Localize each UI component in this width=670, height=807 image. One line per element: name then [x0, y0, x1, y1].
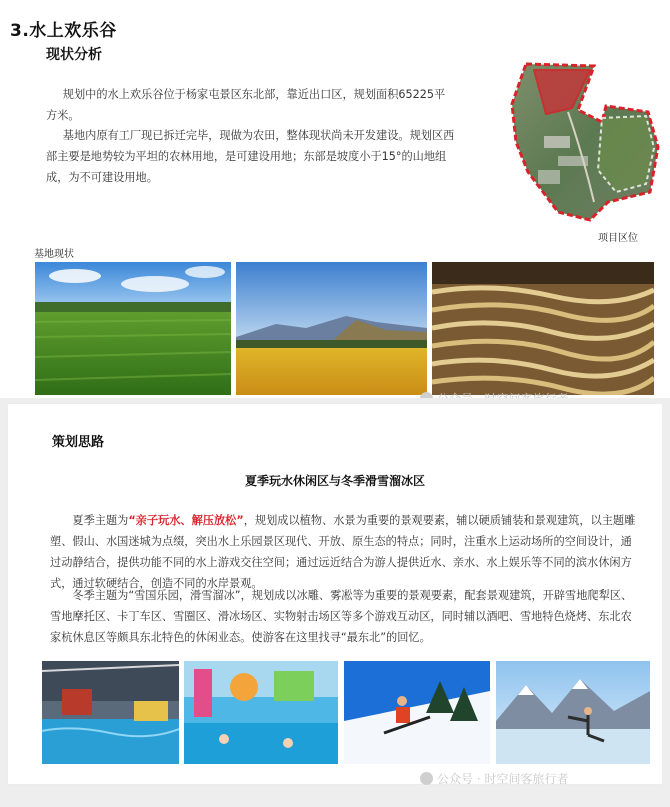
- winter-paragraph: 冬季主题为“雪国乐园，滑雪溜冰”，规划成以冰雕、雾凇等为重要的景观要素，配套景观建筑，开辟雪地爬犁区、雪地摩托区、卡丁车区、雪圈区、滑冰场区、实物射击场区等多个游戏互动区，同时辅以酒吧、雪地特色烧烤、东北农家杭休息区等颇具东北特色的休闲业态。使游客在这里找寻“最东北”的回忆。: [50, 589, 633, 644]
- watermark-bottom: 公众号 · 时空间客旅行者: [420, 770, 568, 787]
- photo-indoor-pool: [42, 661, 179, 764]
- summer-paragraph: 夏季主题为“亲子玩水、解压放松”，规划成以植物、水景为重要的景观要素，辅以硬质铺装和景观建筑，以主题雕塑、假山、水国迷城为点缀，突出水上乐园景区现代、开放、原生态的特点；同时，注重水上运动场所的空间设计，通过动静结合，提供功能不同的水上游戏交往空间；通过远近结合为游人提供近水、亲水、水上娱乐等不同的滨水休闲方式，通过软硬结合，创造不同的水岸景观。: [50, 514, 636, 590]
- photo-terraced-hills: [432, 262, 654, 395]
- status-paragraph-2: 基地内原有工厂现已拆迁完毕，现做为农田，整体现状尚未开发建设。规划区西部主要是地势较为平坦的农林用地，是可建设用地；东部是坡度小于15°的山地组成，为不可建设用地。: [46, 129, 455, 184]
- page-heading: 3.水上欢乐谷: [10, 21, 117, 41]
- planning-subtitle: 夏季玩水休闲区与冬季滑雪溜冰区: [244, 474, 425, 488]
- wechat-icon: [420, 772, 433, 785]
- photo-water-park: [184, 661, 338, 764]
- location-map: [498, 52, 666, 228]
- status-paragraph-1: 规划中的水上欢乐谷位于杨家屯景区东北部，靠近出口区，规划面积65225平方米。: [46, 88, 446, 122]
- section-title-planning: 策划思路: [52, 435, 105, 450]
- map-caption: 项目区位: [598, 233, 638, 244]
- photo-green-field: [35, 262, 231, 395]
- photos-caption: 基地现状: [34, 249, 74, 260]
- photo-ice-skating: [496, 661, 650, 764]
- photo-skiing: [344, 661, 490, 764]
- photo-yellow-field: [236, 262, 427, 395]
- section-title-status: 现状分析: [46, 47, 102, 63]
